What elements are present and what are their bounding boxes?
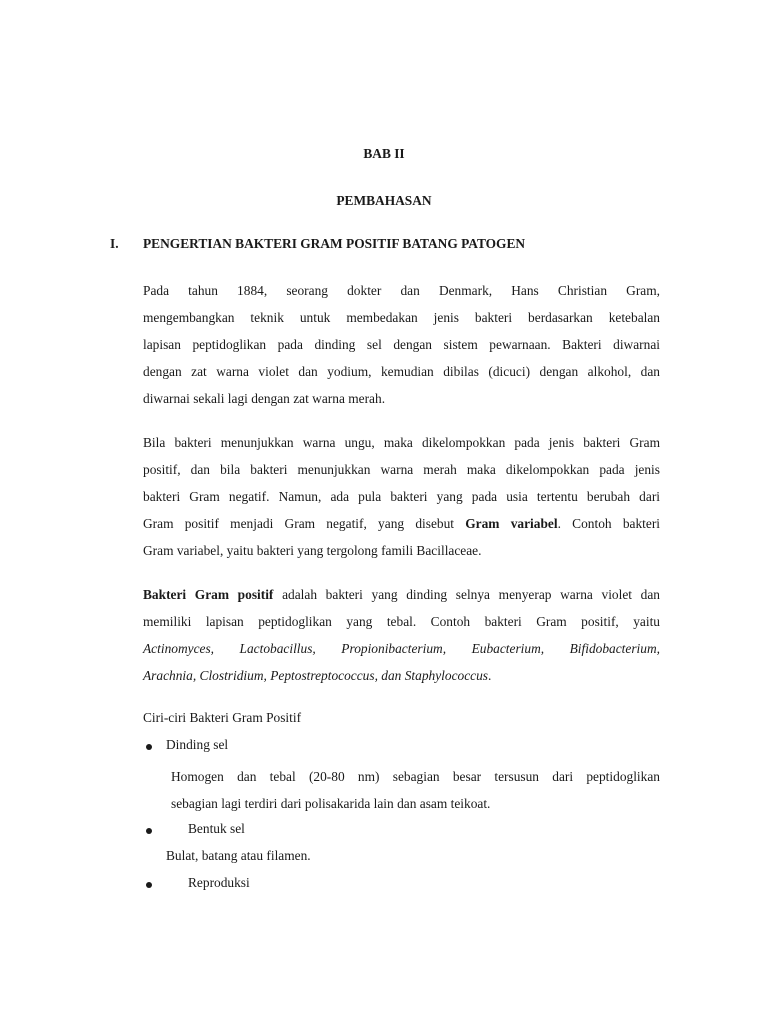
paragraph-line: sebagian lagi terdiri dari polisakarida lain dan asam teikoat. bbox=[171, 796, 491, 811]
paragraph-line: mengembangkan teknik untuk membedakan jenis bakteri berdasarkan ketebalan bbox=[143, 310, 660, 325]
text-run: adalah bakteri yang dinding selnya menyerap warna violet dan bbox=[273, 587, 660, 602]
paragraph-line bbox=[143, 635, 660, 662]
paragraph-3 bbox=[143, 581, 660, 689]
bullet-icon bbox=[146, 744, 152, 750]
paragraph-line: lapisan peptidoglikan pada dinding sel dengan sistem pewarnaan. Bakteri diwarnai bbox=[143, 337, 660, 352]
paragraph-line: bakteri Gram negatif. Namun, ada pula bakteri yang pada usia tertentu berubah dari bbox=[143, 489, 660, 504]
paragraph-line: dengan zat warna violet dan yodium, kemudian dibilas (dicuci) dengan alkohol, dan bbox=[143, 364, 660, 379]
section-number: I. bbox=[110, 236, 119, 251]
paragraph-1 bbox=[143, 277, 660, 412]
chapter-title: PEMBAHASAN bbox=[336, 193, 432, 208]
paragraph-line bbox=[143, 510, 660, 537]
section-title: PENGERTIAN BAKTERI GRAM POSITIF BATANG PATOGEN bbox=[143, 236, 526, 251]
paragraph-line: memiliki lapisan peptidoglikan yang tebal. Contoh bakteri Gram positif, yaitu bbox=[143, 614, 660, 629]
paragraph-line: Bila bakteri menunjukkan warna ungu, maka dikelompokkan pada jenis bakteri Gram bbox=[143, 435, 660, 450]
paragraph-line bbox=[143, 662, 660, 689]
text-run: . Contoh bakteri bbox=[557, 516, 660, 531]
characteristic-label-reproduksi: Reproduksi bbox=[188, 875, 250, 890]
paragraph-line: positif, dan bila bakteri menunjukkan warna merah maka dikelompokkan pada jenis bbox=[143, 462, 660, 477]
characteristics-heading: Ciri-ciri Bakteri Gram Positif bbox=[143, 710, 302, 725]
characteristic-desc-dinding-sel bbox=[171, 763, 660, 817]
text-run: . bbox=[488, 668, 492, 683]
paragraph-line: Pada tahun 1884, seorang dokter dan Denmark, Hans Christian Gram, bbox=[143, 283, 660, 298]
paragraph-line: Gram variabel, yaitu bakteri yang tergolong famili Bacillaceae. bbox=[143, 543, 482, 558]
gram-positif-term: Bakteri Gram positif bbox=[143, 587, 274, 602]
bullet-icon bbox=[146, 882, 152, 888]
paragraph-2 bbox=[143, 429, 660, 564]
characteristic-label-dinding-sel: Dinding sel bbox=[166, 737, 229, 752]
bullet-icon bbox=[146, 828, 152, 834]
characteristic-desc-bentuk-sel: Bulat, batang atau filamen. bbox=[166, 848, 311, 863]
paragraph-line: diwarnai sekali lagi dengan zat warna merah. bbox=[143, 391, 386, 406]
gram-variabel-term: Gram variabel bbox=[465, 516, 558, 531]
species-list: Arachnia, Clostridium, Peptostreptococcus, dan Staphylococcus bbox=[143, 668, 489, 683]
paragraph-line: Homogen dan tebal (20-80 nm) sebagian besar tersusun dari peptidoglikan bbox=[171, 769, 660, 784]
species-list: Actinomyces, Lactobacillus, Propionibacterium, Eubacterium, Bifidobacterium, bbox=[143, 641, 660, 656]
chapter-heading: BAB II bbox=[363, 146, 405, 161]
characteristic-label-bentuk-sel: Bentuk sel bbox=[188, 821, 245, 836]
paragraph-line bbox=[143, 581, 660, 608]
text-run: Gram positif menjadi Gram negatif, yang disebut bbox=[143, 516, 454, 531]
